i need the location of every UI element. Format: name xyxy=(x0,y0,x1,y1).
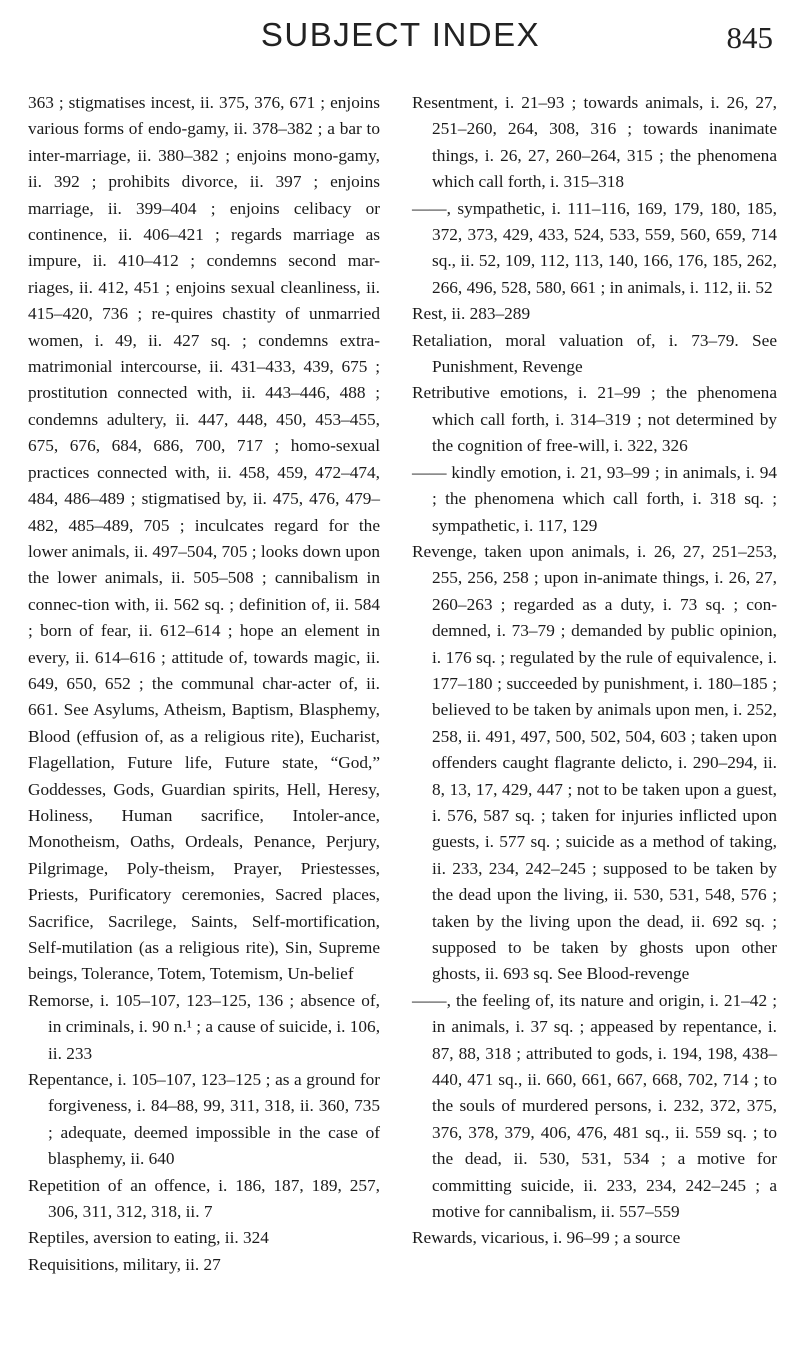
index-entry-revenge: Revenge, taken upon animals, i. 26, 27, 251–253, 255, 256, 258 ; upon in-animate things, i. 26, 27, 260–263 ; regarded as a duty, i. 73 sq. ; con-demned, i. 73–79 ; demanded by public opinion, i. 176 sq. ; regulated by the rule of equivalence, i. 177–180 ; succeeded by punishment, i. 180–185 ; believed to be taken by animals upon men, i. 252, 258, ii. 491, 497, 500, 502, 504, 603 ; taken upon offenders caught flagrante delicto, i. 290–294, ii. 8, 13, 17, 429, 447 ; not to be taken upon a guest, i. 576, 587 sq. ; taken for injuries inflicted upon guests, i. 577 sq. ; suicide as a method of taking, ii. 233, 234, 242–245 ; supposed to be taken by the dead upon the living, ii. 530, 531, 548, 576 ; taken by the living upon the dead, ii. 692 sq. ; supposed to be taken by ghosts upon other ghosts, ii. 693 sq. See Blood-revenge xyxy=(412,541,777,984)
running-title: SUBJECT INDEX xyxy=(260,16,541,53)
index-entry-rewards: Rewards, vicarious, i. 96–99 ; a source xyxy=(412,1228,681,1248)
page-number: 845 xyxy=(726,20,773,55)
index-entry-retributive-emotions: Retributive emotions, i. 21–99 ; the phenomena which call forth, i. 314–319 ; not determined by the cognition of free-will, i. 322, 326 xyxy=(412,383,777,456)
index-subentry-kindly-emotion: —— kindly emotion, i. 21, 93–99 ; in animals, i. 94 ; the phenomena which call forth, i. 318 sq. ; sympathetic, i. 117, 129 xyxy=(412,462,777,535)
left-column xyxy=(28,90,380,1278)
index-entry-repentance: Repentance, i. 105–107, 123–125 ; as a ground for forgiveness, i. 84–88, 99, 311, 318, ii. 360, 735 ; adequate, deemed impossible in the case of blasphemy, ii. 640 xyxy=(28,1070,380,1169)
index-entry-retaliation: Retaliation, moral valuation of, i. 73–79. See Punishment, Revenge xyxy=(412,330,777,377)
index-subentry-revenge-feeling: ——, the feeling of, its nature and origin, i. 21–42 ; in animals, i. 37 sq. ; appeased by repentance, i. 87, 88, 318 ; attributed to gods, i. 194, 198, 438–440, 471 sq., ii. 660, 661, 667, 668, 702, 714 ; to the souls of murdered persons, i. 232, 372, 375, 376, 378, 379, 406, 476, 481 sq., ii. 559 sq. ; to the dead, ii. 530, 531, 534 ; a motive for committing suicide, ii. 233, 234, 242–245 ; a motive for cannibalism, ii. 557–559 xyxy=(412,990,777,1222)
index-entry-rest: Rest, ii. 283–289 xyxy=(412,304,531,324)
right-column xyxy=(412,90,777,1252)
page-header xyxy=(0,14,801,64)
index-entry-reptiles: Reptiles, aversion to eating, ii. 324 xyxy=(28,1228,269,1248)
index-entry-repetition: Repetition of an offence, i. 186, 187, 189, 257, 306, 311, 312, 318, ii. 7 xyxy=(28,1175,380,1222)
index-entry-requisitions: Requisitions, military, ii. 27 xyxy=(28,1254,221,1274)
index-entry-resentment: Resentment, i. 21–93 ; towards animals, i. 26, 27, 251–260, 264, 308, 316 ; towards inanimate things, i. 26, 27, 260–264, 315 ; the phenomena which call forth, i. 315–318 xyxy=(412,93,777,192)
index-subentry-resentment-sympathetic: ——, sympathetic, i. 111–116, 169, 179, 180, 185, 372, 373, 429, 433, 524, 533, 559, 560, 659, 714 sq., ii. 52, 109, 112, 113, 140, 166, 176, 185, 262, 266, 496, 528, 580, 661 ; in animals, i. 112, ii. 52 xyxy=(412,198,777,297)
index-entry-remorse: Remorse, i. 105–107, 123–125, 136 ; absence of, in criminals, i. 90 n.¹ ; a cause of suicide, i. 106, ii. 233 xyxy=(28,990,381,1063)
index-entry-religion-continuation: 363 ; stigmatises incest, ii. 375, 376, 671 ; enjoins various forms of endo-gamy, ii. 378–382 ; a bar to inter-marriage, ii. 380–382 ; enjoins mono-gamy, ii. 392 ; prohibits divorce, ii. 397 ; enjoins marriage, ii. 399–404 ; enjoins celibacy or continence, ii. 406–421 ; regards marriage as impure, ii. 410–412 ; condemns second mar-riages, ii. 412, 451 ; enjoins sexual cleanliness, ii. 415–420, 736 ; re-quires chastity of unmarried women, i. 49, ii. 427 sq. ; condemns extra-matrimonial intercourse, ii. 431–433, 439, 675 ; prostitution connected with, ii. 443–446, 488 ; condemns adultery, ii. 447, 448, 450, 453–455, 675, 676, 684, 686, 700, 717 ; homo-sexual practices connected with, ii. 458, 459, 472–474, 484, 486–489 ; stigmatised by, ii. 475, 476, 479–482, 485–489, 705 ; inculcates regard for the lower animals, ii. 497–504, 705 ; looks down upon the lower animals, ii. 505–508 ; cannibalism in connec-tion with, ii. 562 sq. ; definition of, ii. 584 ; born of fear, ii. 612–614 ; hope an element in every, ii. 614–616 ; attitude of, towards magic, ii. 649, 650, 652 ; the communal char-acter of, ii. 661. See Asylums, Atheism, Baptism, Blasphemy, Blood (effusion of, as a religious rite), Eucharist, Flagellation, Future life, Future state, “God,” Goddesses, Gods, Guardian spirits, Hell, Heresy, Holiness, Human sacrifice, Intoler-ance, Monotheism, Oaths, Ordeals, Penance, Perjury, Pilgrimage, Poly-theism, Prayer, Priestesses, Priests, Purificatory ceremonies, Sacred places, Sacrifice, Sacrilege, Saints, Self-mortification, Self-mutilation (as a religious rite), Sin, Supreme beings, Tolerance, Totem, Totemism, Un-belief xyxy=(28,93,380,984)
